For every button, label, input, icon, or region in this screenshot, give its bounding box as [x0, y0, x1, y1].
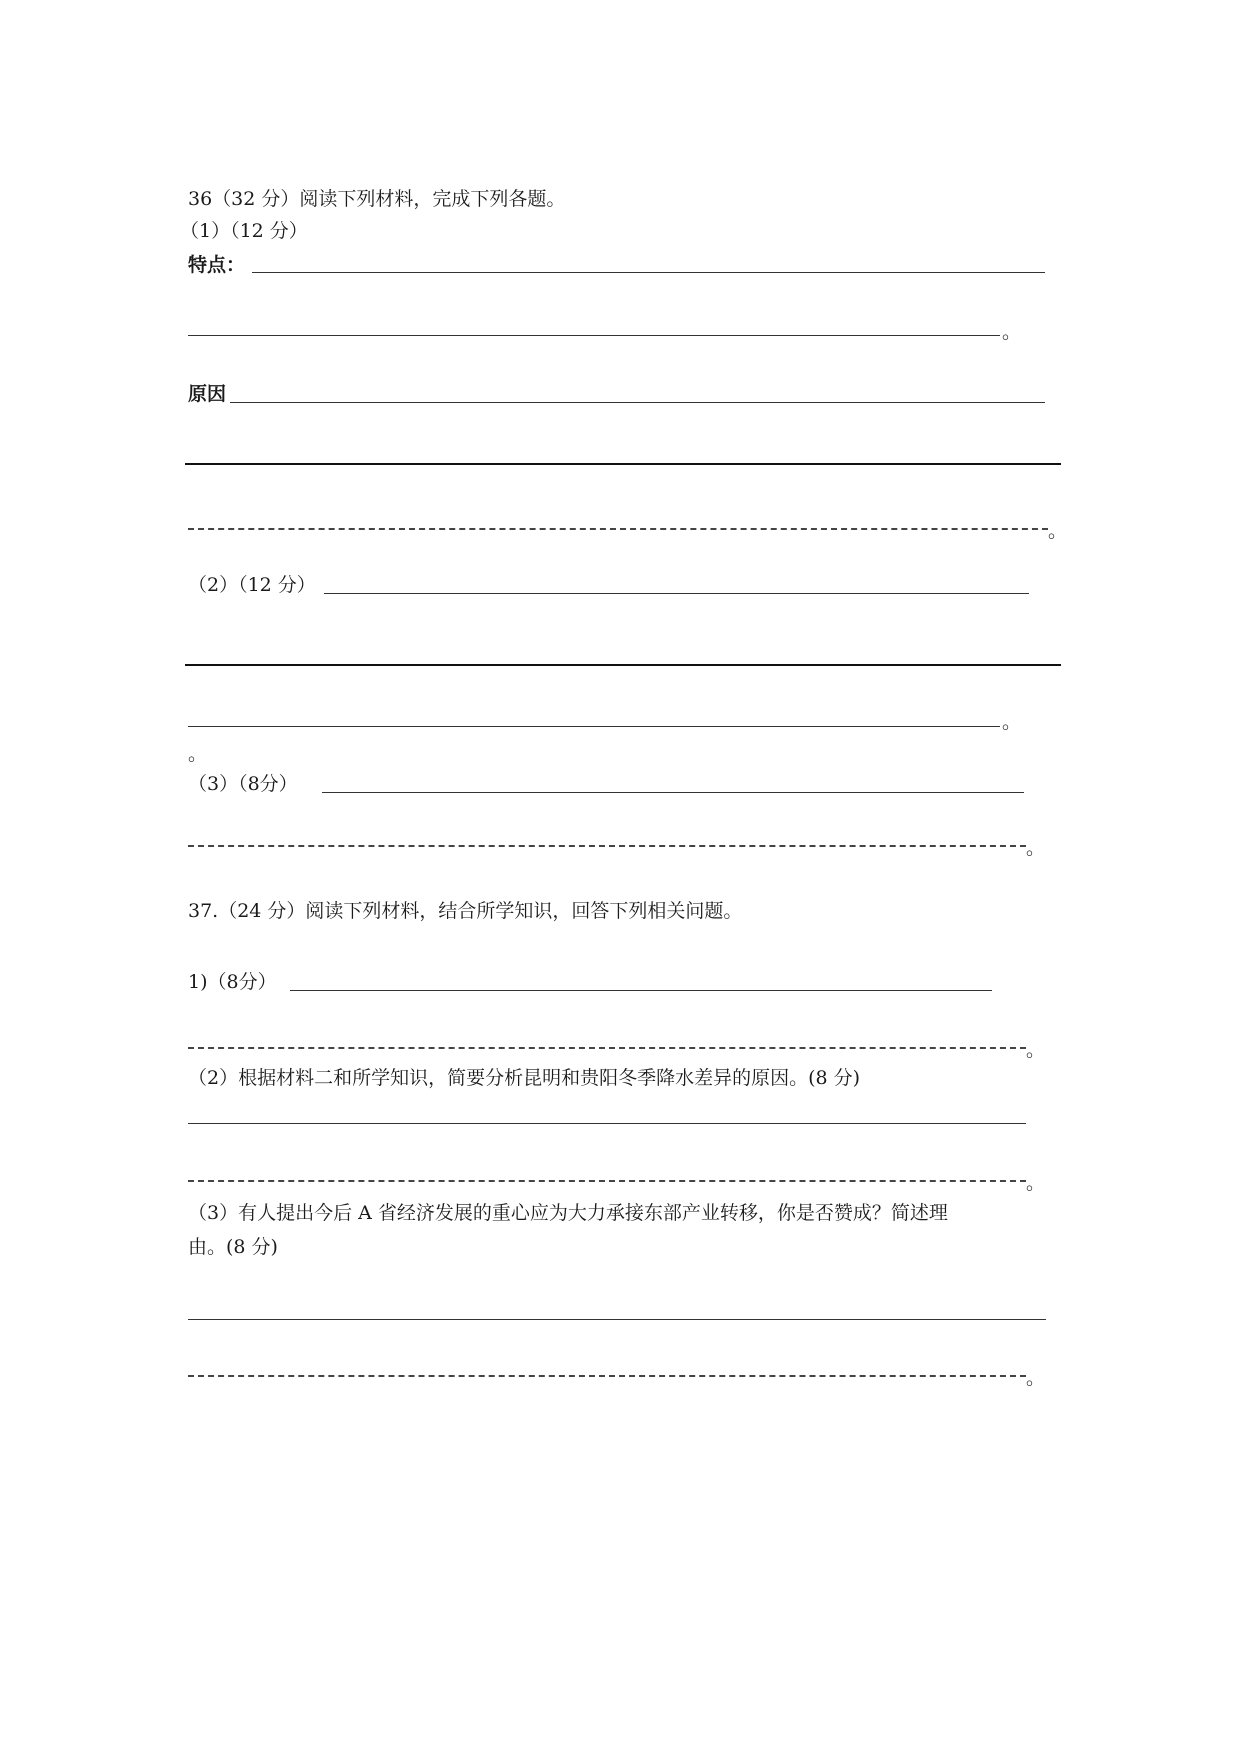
q36-part2-label: （2）（12 分） — [188, 574, 316, 596]
period-mark: 。 — [1048, 520, 1068, 542]
q37-part3-text-line2: 由。(8 分) — [188, 1236, 278, 1258]
period-mark: 。 — [1026, 1172, 1046, 1194]
q37-header: 37.（24 分）阅读下列材料，结合所学知识，回答下列相关问题。 — [188, 900, 743, 922]
q37-part1-answer-line-2[interactable] — [188, 1047, 1026, 1049]
reason-answer-line[interactable] — [230, 402, 1045, 403]
reason-answer-line-2[interactable] — [185, 463, 1061, 465]
part2-answer-line-3[interactable] — [188, 726, 1000, 727]
q37-part3-answer-line-2[interactable] — [188, 1375, 1026, 1377]
part3-answer-line-2[interactable] — [188, 845, 1026, 847]
feature-label: 特点： — [188, 254, 246, 276]
period-mark: 。 — [1002, 321, 1022, 343]
q37-part3-text-line1: （3）有人提出今后 A 省经济发展的重心应为大力承接东部产业转移，你是否赞成？简述理 — [188, 1202, 948, 1224]
q37-part2-text: （2）根据材料二和所学知识，简要分析昆明和贵阳冬季降水差异的原因。(8 分) — [188, 1067, 861, 1089]
q37-part1-label: 1)（8分） — [188, 971, 277, 993]
feature-answer-line-2[interactable] — [188, 335, 1000, 336]
q36-header: 36（32 分）阅读下列材料，完成下列各题。 — [188, 188, 566, 210]
period-mark: 。 — [188, 743, 208, 765]
part3-answer-line[interactable] — [322, 792, 1024, 793]
feature-answer-line[interactable] — [252, 272, 1045, 273]
q36-part1-label: （1）（12 分） — [180, 220, 308, 242]
q36-part3-label: （3）（8分） — [188, 773, 298, 795]
period-mark: 。 — [1026, 837, 1046, 859]
part2-answer-line-2[interactable] — [185, 664, 1061, 666]
q37-part1-answer-line[interactable] — [290, 990, 992, 991]
q37-part2-answer-line-2[interactable] — [188, 1180, 1026, 1182]
reason-label: 原因 — [188, 383, 227, 405]
part2-answer-line[interactable] — [324, 593, 1029, 594]
period-mark: 。 — [1002, 711, 1022, 733]
period-mark: 。 — [1026, 1039, 1046, 1061]
period-mark: 。 — [1026, 1367, 1046, 1389]
q37-part3-answer-line[interactable] — [188, 1319, 1046, 1320]
reason-answer-line-3[interactable] — [188, 528, 1048, 530]
q37-part2-answer-line[interactable] — [188, 1123, 1026, 1124]
